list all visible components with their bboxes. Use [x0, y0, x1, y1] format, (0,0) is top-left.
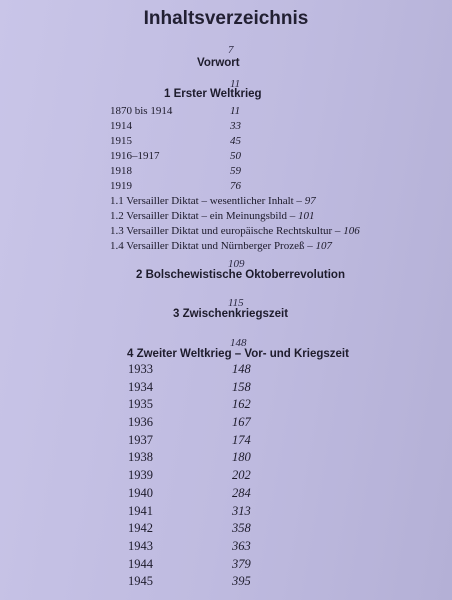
year-label: 1935	[128, 397, 153, 412]
year-label: 1934	[128, 379, 153, 394]
year-label: 1936	[128, 415, 153, 430]
year-page: 50	[230, 150, 241, 162]
year-page: 313	[232, 503, 251, 518]
page-title: Inhaltsverzeichnis	[143, 8, 309, 29]
ch1-row	[0, 150, 452, 166]
ch4-row	[0, 574, 452, 595]
year-page: 174	[232, 432, 251, 447]
year-page: 59	[230, 165, 241, 177]
subsection-title: 1.4 Versailler Diktat und Nürnberger Prozeß –	[110, 240, 316, 252]
ch1-subsection	[110, 225, 360, 237]
year-label: 1939	[128, 468, 153, 483]
year-label: 1938	[128, 450, 153, 465]
year-page: 358	[232, 521, 251, 536]
year-label: 1941	[128, 503, 153, 518]
subsection-title: 1.1 Versailler Diktat – wesentlicher Inhalt –	[110, 195, 305, 207]
ch1-page-number: 11	[230, 78, 241, 90]
ch1-heading: 1 Erster Weltkrieg	[164, 88, 262, 100]
year-page: 363	[232, 538, 251, 553]
year-label: 1916–1917	[110, 150, 160, 162]
subsection-title: 1.2 Versailler Diktat – ein Meinungsbild –	[110, 210, 298, 222]
year-label: 1914	[110, 120, 132, 132]
ch1-row	[0, 120, 452, 136]
year-label: 1943	[128, 538, 153, 553]
year-page: 395	[232, 574, 251, 589]
year-page: 379	[232, 556, 251, 571]
ch2-heading: 2 Bolschewistische Oktoberrevolution	[136, 269, 345, 281]
year-label: 1918	[110, 165, 132, 177]
year-label: 1933	[128, 362, 153, 376]
subsection-page: 97	[304, 195, 316, 207]
ch1-subsection	[110, 210, 315, 222]
year-page: 158	[232, 379, 251, 394]
year-page: 76	[230, 180, 241, 192]
year-label: 1915	[110, 135, 132, 147]
ch1-row	[0, 165, 452, 181]
year-label: 1942	[128, 521, 153, 536]
ch2-page-number: 109	[228, 258, 245, 270]
subsection-page: 106	[343, 225, 360, 237]
year-page: 167	[232, 415, 251, 430]
subsection-page: 107	[315, 240, 332, 252]
year-label: 1919	[110, 180, 132, 192]
year-page: 45	[230, 135, 241, 147]
ch1-subsection	[110, 240, 332, 252]
year-page: 33	[230, 120, 241, 132]
year-page: 202	[232, 468, 251, 483]
year-label: 1940	[128, 485, 153, 500]
ch1-subsection	[110, 195, 316, 207]
vorwort-heading: Vorwort	[197, 57, 240, 69]
ch3-page-number: 115	[228, 297, 244, 309]
year-label: 1870 bis 1914	[110, 105, 173, 117]
ch3-heading: 3 Zwischenkriegszeit	[173, 308, 289, 320]
year-page: 11	[230, 105, 241, 117]
subsection-title: 1.3 Versailler Diktat und europäische Rechtskultur –	[110, 225, 344, 237]
ch1-row	[0, 180, 452, 196]
year-page: 180	[232, 450, 251, 465]
ch1-row	[0, 135, 452, 151]
subsection-page: 101	[298, 210, 315, 222]
year-label: 1944	[128, 556, 153, 571]
vorwort-page-number: 7	[228, 44, 234, 56]
ch1-row	[0, 105, 452, 121]
ch4-page-number: 148	[230, 337, 247, 349]
year-page: 162	[232, 397, 251, 412]
year-label: 1937	[128, 432, 153, 447]
year-page: 284	[232, 485, 251, 500]
year-page: 148	[232, 362, 251, 376]
ch4-heading: 4 Zweiter Weltkrieg – Vor- und Kriegszeit	[127, 348, 349, 360]
year-label: 1945	[128, 574, 153, 589]
